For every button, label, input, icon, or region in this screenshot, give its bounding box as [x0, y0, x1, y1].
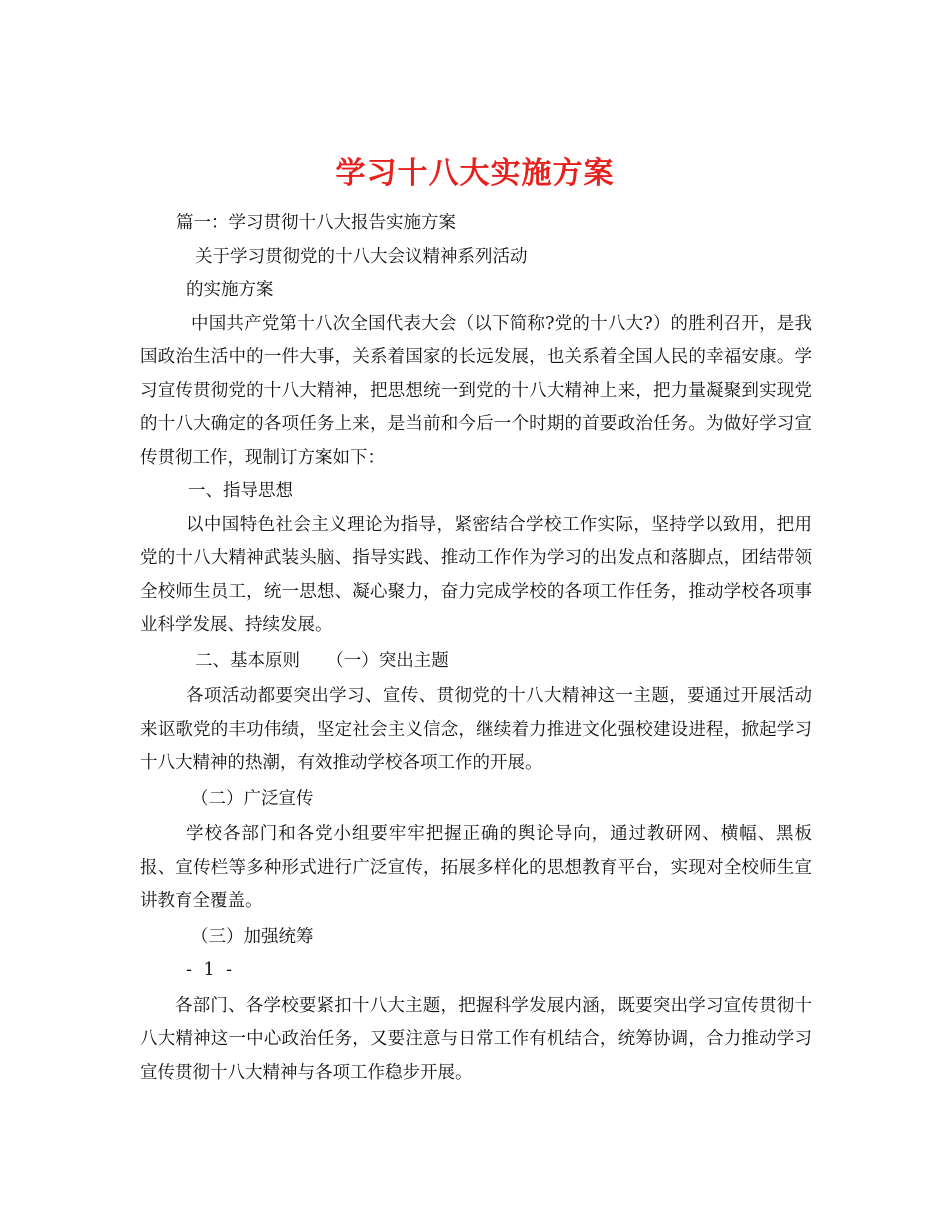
section-heading: 篇一：学习贯彻十八大报告实施方案 [176, 213, 456, 233]
section-heading: 二、基本原则 （一）突出主题 [195, 650, 449, 671]
body-paragraph: 以中国特色社会主义理论为指导，紧密结合学校工作实际，坚持学以致用，把用党的十八大精神武装头脑、指导实践、推动工作作为学习的出发点和落脚点，团结带领全校师生员工，统一思想、凝心聚力，奋力完成学校的各项工作任务，推动学校各项事业科学发展、持续发展。 [140, 514, 812, 635]
section-heading: （三）加强统筹 [191, 926, 314, 947]
body-paragraph: 各项活动都要突出学习、宣传、贯彻党的十八大精神这一主题，要通过开展活动来讴歌党的丰功伟绩，坚定社会主义信念，继续着力推进文化强校建设进程，掀起学习十八大精神的热潮，有效推动学校各项工作的开展。 [140, 686, 812, 773]
document-title: 学习十八大实施方案 [335, 156, 615, 192]
document-body [140, 207, 812, 1090]
body-paragraph: 学校各部门和各党小组要牢牢把握正确的舆论导向，通过教研网、横幅、黑板报、宣传栏等多种形式进行广泛宣传，拓展多样化的思想教育平台，实现对全校师生宣讲教育全覆盖。 [140, 824, 812, 911]
section-heading: （二）广泛宣传 [191, 788, 314, 809]
subtitle-line: 关于学习贯彻党的十八大会议精神系列活动 [195, 246, 528, 267]
body-paragraph: 中国共产党第十八次全国代表大会（以下简称?党的十八大?）的胜利召开，是我国政治生活中的一件大事，关系着国家的长远发展，也关系着全国人民的幸福安康。学习宣传贯彻党的十八大精神，把思想统一到党的十八大精神上来，把力量凝聚到实现党的十八大确定的各项任务上来，是当前和今后一个时期的首要政治任务。为做好学习宣传贯彻工作，现制订方案如下： [140, 313, 812, 468]
body-paragraph: 各部门、各学校要紧扣十八大主题，把握科学发展内涵，既要突出学习宣传贯彻十八大精神这一中心政治任务，又要注意与日常工作有机结合，统筹协调，合力推动学习宣传贯彻十八大精神与各项工作稳步开展。 [140, 995, 812, 1083]
section-heading: 一、指导思想 [188, 481, 293, 501]
page-number: - 1 - [186, 960, 236, 980]
subtitle-line: 的实施方案 [186, 280, 274, 300]
